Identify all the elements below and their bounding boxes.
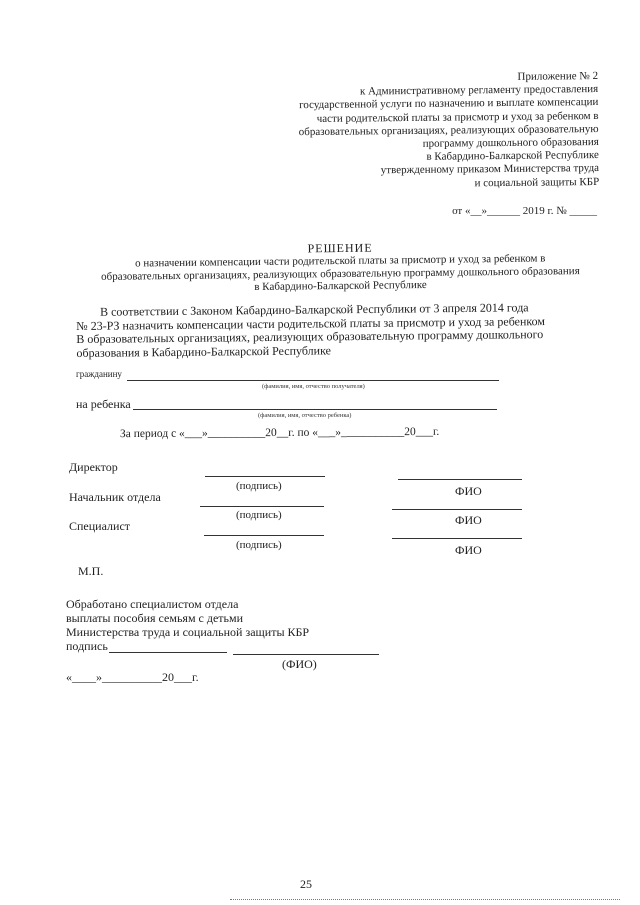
order-date: от «__»______ 2019 г. № _____ — [452, 205, 597, 217]
processed-signature-line — [109, 652, 227, 653]
period-line: За период с «___»__________20__г. по «___»___________20___г. — [119, 425, 440, 441]
child-label: на ребенка — [76, 397, 131, 411]
appendix-line: в Кабардино-Балкарской Республике — [426, 149, 599, 164]
processed-date: «____»__________20___г. — [66, 670, 199, 684]
appendix-line: программу дошкольного образования — [422, 136, 599, 150]
role-department-head: Начальник отдела — [69, 490, 161, 504]
specialist-name-line — [392, 538, 522, 539]
processed-line: Министерства труда и социальной защиты КБР — [66, 625, 310, 639]
footer-dotted-rule — [230, 899, 620, 900]
stamp-place: М.П. — [78, 564, 104, 578]
citizen-label: гражданину — [76, 369, 122, 379]
body-line: № 23-РЗ назначить компенсации части родительской платы за присмотр и уход за ребенком — [76, 313, 546, 333]
child-field-line — [133, 409, 497, 410]
appendix-line: утвержденному приказом Министерства труда — [380, 162, 600, 177]
specialist-name-caption: ФИО — [455, 543, 482, 557]
role-director: Директор — [69, 460, 118, 474]
appendix-line: части родительской платы за присмотр и уход за ребенком в — [316, 109, 599, 125]
specialist-signature-line — [204, 535, 324, 536]
child-caption: (фамилия, имя, отчество ребенка) — [258, 412, 352, 419]
appendix-line: образовательных организациях, реализующих образовательную — [298, 122, 599, 138]
appendix-line: к Административному регламенту предоставления — [359, 83, 599, 98]
body-line: В соответствии с Законом Кабардино-Балкарской Республики от 3 апреля 2014 года — [99, 300, 529, 319]
head-name-caption: ФИО — [455, 513, 482, 527]
processed-name-caption: (ФИО) — [282, 657, 317, 671]
body-line: В образовательных организациях, реализующих образовательную программу дошкольного — [76, 327, 544, 346]
director-signature-line — [205, 476, 325, 477]
director-signature-caption: (подпись) — [236, 480, 282, 492]
decision-subtitle-line: в Кабардино-Балкарской Республике — [254, 278, 427, 294]
appendix-line: Приложение № 2 — [517, 70, 599, 83]
head-name-line — [392, 509, 522, 510]
role-specialist: Специалист — [69, 519, 131, 533]
decision-subtitle-line: о назначении компенсации части родительской платы за присмотр и уход за ребенком в — [135, 252, 546, 270]
processed-signature-label: подпись — [66, 639, 108, 653]
processed-line: Обработано специалистом отдела — [66, 597, 239, 611]
body-line: образования в Кабардино-Балкарской Республике — [76, 342, 331, 360]
appendix-header — [238, 70, 599, 193]
citizen-field-line — [127, 380, 499, 381]
decision-subtitle-line: образовательных организациях, реализующих образовательную программу дошкольного образования — [100, 264, 580, 283]
director-name-line — [398, 479, 522, 480]
appendix-line: и социальной защиты КБР — [474, 175, 600, 189]
head-signature-caption: (подпись) — [236, 509, 282, 521]
citizen-caption: (фамилия, имя, отчество получателя) — [262, 383, 365, 390]
decision-body — [76, 300, 617, 360]
page-number: 25 — [300, 877, 312, 891]
specialist-signature-caption: (подпись) — [236, 539, 282, 551]
head-signature-line — [200, 506, 324, 507]
decision-title: РЕШЕНИЕ — [307, 240, 373, 256]
decision-title-block — [80, 238, 601, 296]
director-name-caption: ФИО — [455, 484, 482, 498]
processed-line: выплаты пособия семьям с детьми — [66, 611, 244, 625]
processed-name-line — [233, 654, 379, 655]
appendix-line: государственной услуги по назначению и выплате компенсации — [298, 96, 599, 112]
